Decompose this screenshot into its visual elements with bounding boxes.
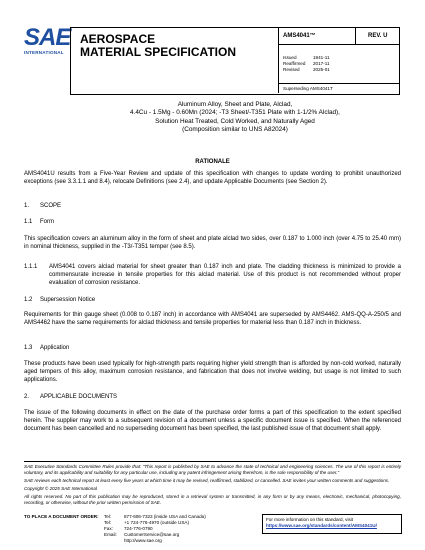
date-label: Reaffirmed <box>283 61 306 66</box>
section-title: SCOPE <box>40 203 62 209</box>
paragraph: Requirements for thin gauge sheet (0.008 to 0.187 inch) in accordance with AMS4041 are superseded by AMS4462. AMS-QQ-A-250/5 and AMS4462 have the same requirements for alclad thickness and tensile properties for material less than 0.187 inch in thickness. <box>24 312 401 326</box>
document-title-line: 4.4Cu - 1.5Mg - 0.60Mn (2024; -T3 Sheet/-T351 Plate with 1-1/2% Alclad), <box>130 109 340 117</box>
doc-id: AMS4041™ <box>283 33 316 39</box>
section-number: 1. <box>24 203 30 209</box>
contact-value[interactable]: CustomerService@sae.org <box>124 532 180 537</box>
header-rule-1 <box>278 44 399 45</box>
contact-value: +1 724-776-4970 (outside USA) <box>124 520 189 525</box>
header-divider-rev <box>355 27 356 44</box>
contact-label: Tel: <box>104 514 112 519</box>
sae-logo-tagline: INTERNATIONAL <box>24 50 64 55</box>
date-label: Revised <box>283 67 300 72</box>
document-title-line: Aluminum Alloy, Sheet and Plate, Alclad, <box>177 101 293 108</box>
date-table <box>283 55 383 73</box>
paragraph: AMS4041 covers alclad material for sheet greater than 0.187 inch and plate. The cladding thickness is minimized to provide a commensurate increase in tensile properties for this alclad material. Use of this product is not recommended without proper evaluation of corrosion resistance. <box>49 264 401 286</box>
contact-label: Email: <box>104 532 117 537</box>
section-heading <box>24 202 61 210</box>
document-title-line: Solution Heat Treated, Cold Worked, and Naturally Aged <box>155 117 315 125</box>
section-number: 1.2 <box>24 297 33 303</box>
contact-value: 724-776-0790 <box>124 526 153 531</box>
footer-paragraph: All rights reserved. No part of this publication may be reproduced, stored in a retrieval system or transmitted, in any form or by any means, electronic, mechanical, photocopying, recording, or otherwise, without the prior written permission of SAE. <box>24 494 401 505</box>
subsection-heading <box>24 218 54 226</box>
section-number: 1.1 <box>24 219 33 225</box>
more-info-box <box>262 514 402 534</box>
more-info-link-wrap <box>266 523 398 529</box>
date-value: 1941-11 <box>313 55 330 60</box>
contact-value: 877-606-7323 (inside USA and Canada) <box>124 514 206 519</box>
sae-logo <box>24 24 71 58</box>
footer-notice <box>24 464 401 506</box>
rationale-text: AMS4041U results from a Five-Year Review and update of this specification with changes to update wording to prohibit unauthorized exceptions (see 3.3.1.1 and 8.4), relocate Definitions (see 2.4), and update Applicable Documents (see Section 2). <box>24 171 401 185</box>
footer-paragraph: SAE reviews each technical report at least every five years at which time it may be revised, reaffirmed, stabilized, or cancelled. SAE invites your written comments and suggestions. <box>24 478 390 483</box>
section-heading <box>24 393 117 401</box>
more-info-text: For more information on this standard, visit <box>266 517 354 522</box>
section-title: Form <box>40 219 54 225</box>
header-title <box>80 33 236 59</box>
rationale-heading: RATIONALE <box>195 159 230 165</box>
paragraph-number: 1.1.1 <box>24 264 38 270</box>
revision: REV. U <box>368 33 388 39</box>
header-title-line1: AEROSPACE <box>80 32 156 46</box>
contact-label: Fax: <box>104 526 113 531</box>
section-title: APPLICABLE DOCUMENTS <box>40 394 118 400</box>
section-number: 1.3 <box>24 345 33 351</box>
order-label: TO PLACE A DOCUMENT ORDER: <box>24 514 99 519</box>
sae-logo-letters: SAE <box>24 24 71 51</box>
section-number: 2. <box>24 394 30 400</box>
subsection-heading <box>24 344 69 352</box>
section-title: Application <box>40 345 70 351</box>
paragraph: These products have been used typically for high-strength parts requiring higher yield strength than is afforded by non-cold worked, naturally aged tempers of this alloy, maximum corrosion resistance, and fabrication that does not involve welding, but usage is not limited to such applications. <box>24 361 401 383</box>
standard-link[interactable]: https://www.sae.org/standards/content/AMS4041U/ <box>266 523 377 528</box>
date-value: 2017-11 <box>313 61 330 66</box>
footer-copyright: Copyright © 2025 SAE International <box>24 486 97 491</box>
header-title-line2: MATERIAL SPECIFICATION <box>80 45 236 59</box>
header-rule-2 <box>278 83 399 84</box>
date-label: Issued <box>283 55 297 60</box>
paragraph: This specification covers an aluminum alloy in the form of sheet and plate alclad two sides, over 0.187 to 1.000 inch (over 4.75 to 25.40 mm) in nominal thickness, supplied in the -T3/-T351 temper (see 8.5). <box>24 236 401 250</box>
footer-rule <box>24 461 401 462</box>
section-title: Supersession Notice <box>40 297 96 303</box>
contact-label <box>104 538 124 544</box>
document-title <box>70 101 400 135</box>
document-title-line: (Composition similar to UNS A82024) <box>182 126 288 134</box>
contact-list <box>104 514 254 544</box>
superseding-note: Superseding AMS4041T <box>283 86 333 91</box>
subsection-heading <box>24 296 95 304</box>
paragraph: The issue of the following documents in effect on the date of the purchase order forms a part of this specification to the extent specified herein. The supplier may work to a subsequent revision of a document unless a specific document issue is specified. When the referenced document has been cancelled and no superseding document has been specified, the last published issue of that document shall apply. <box>24 410 401 432</box>
contact-label: Tel: <box>104 520 112 525</box>
sae-website-link[interactable]: http://www.sae.org <box>124 538 162 543</box>
date-value: 2025-01 <box>313 67 330 72</box>
footer-paragraph: SAE Executive Standards Committee Rules provide that: "This report is published by SAE to advance the state of technical and engineering sciences. The use of this report is entirely voluntary, and its applicability and suitability for any particular use, including any patent infringement arising therefrom, is the sole responsibility of the user." <box>24 464 401 475</box>
